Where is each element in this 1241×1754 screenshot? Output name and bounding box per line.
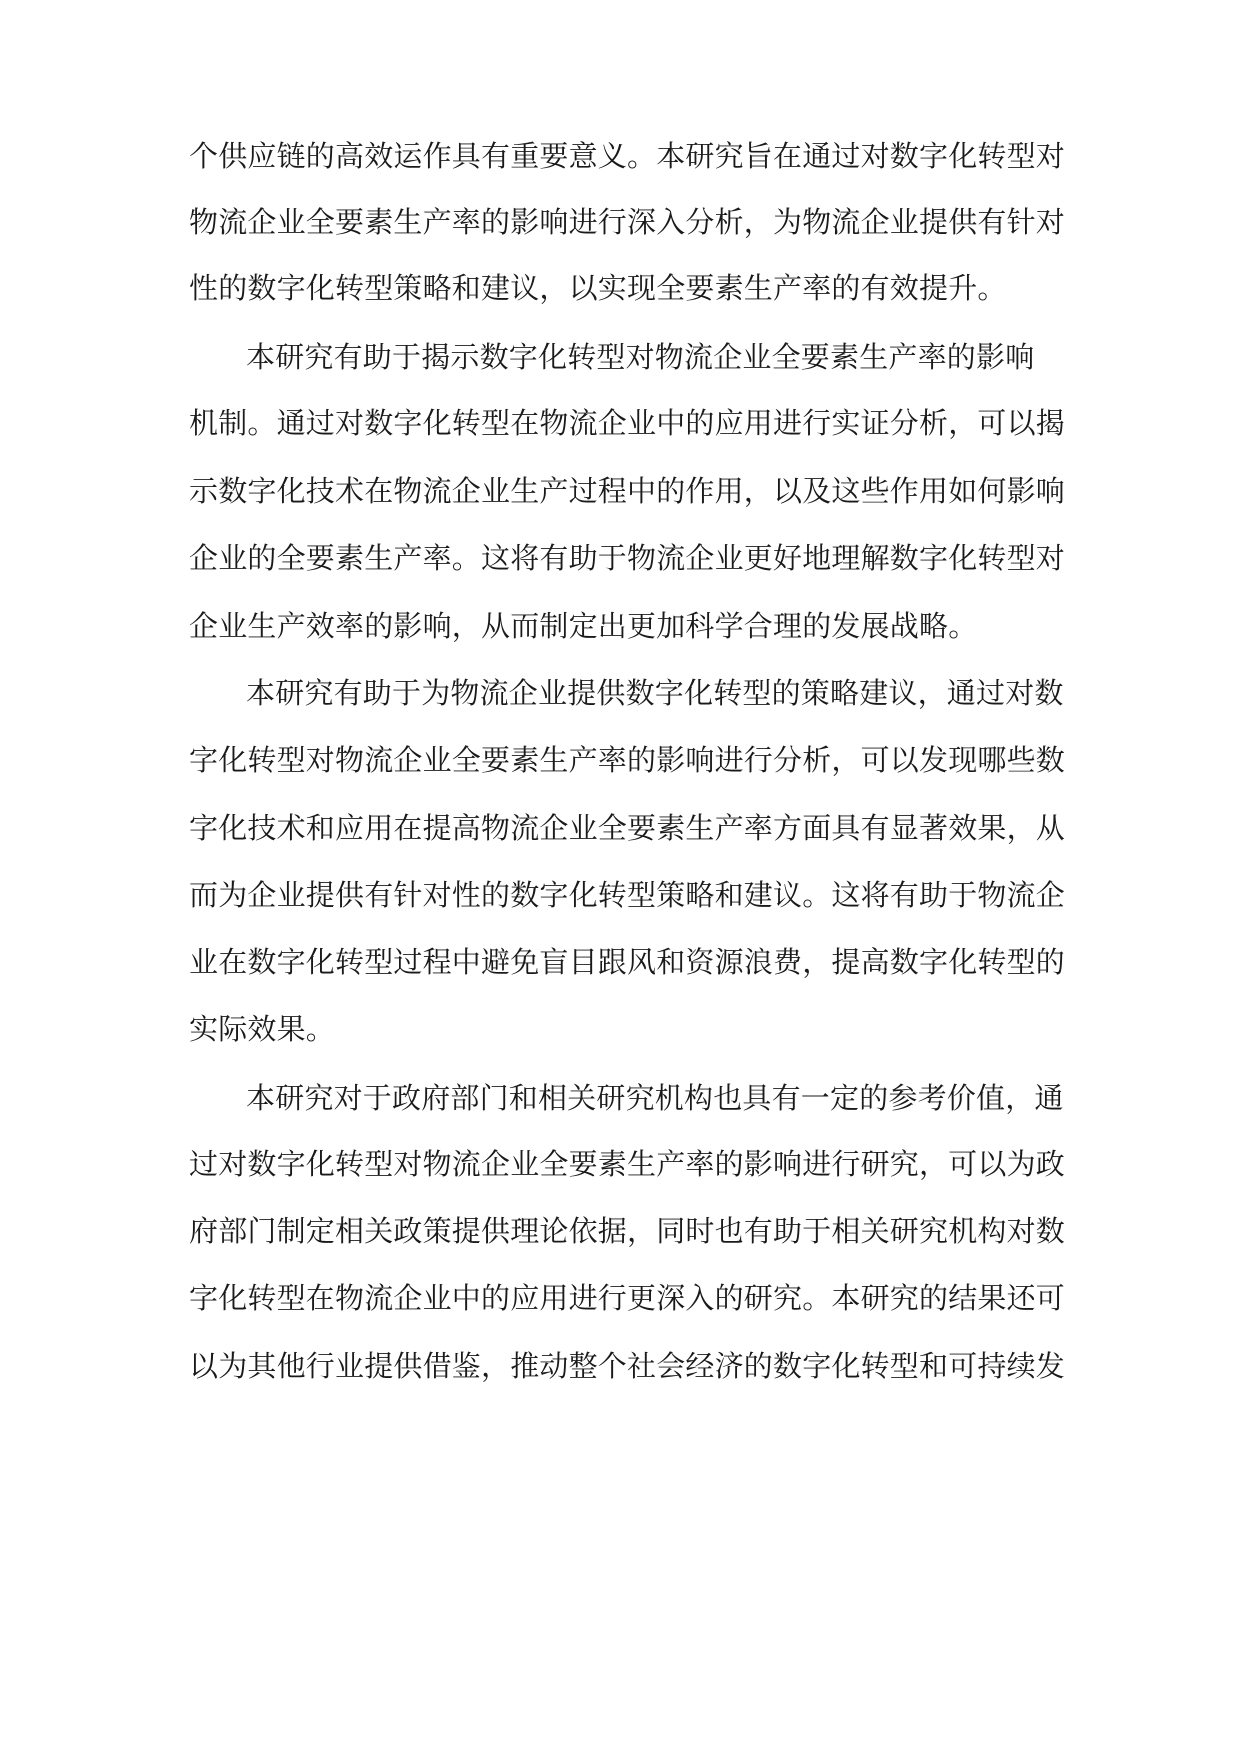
paragraph-line: 机制。通过对数字化转型在物流企业中的应用进行实证分析，可以揭 (189, 406, 1066, 440)
paragraph-line: 业在数字化转型过程中避免盲目跟风和资源浪费，提高数字化转型的 (189, 945, 1066, 979)
paragraph-line: 过对数字化转型对物流企业全要素生产率的影响进行研究，可以为政 (189, 1147, 1066, 1181)
paragraph-line: 字化转型对物流企业全要素生产率的影响进行分析，可以发现哪些数 (189, 743, 1066, 777)
paragraph-line: 而为企业提供有针对性的数字化转型策略和建议。这将有助于物流企 (189, 878, 1066, 912)
paragraph-line: 本研究对于政府部门和相关研究机构也具有一定的参考价值，通 (246, 1081, 1064, 1115)
paragraph-line: 字化转型在物流企业中的应用进行更深入的研究。本研究的结果还可 (189, 1281, 1066, 1315)
paragraph-line: 企业生产效率的影响，从而制定出更加科学合理的发展战略。 (189, 609, 978, 643)
paragraph-line: 以为其他行业提供借鉴，推动整个社会经济的数字化转型和可持续发 (189, 1349, 1066, 1383)
paragraph-line: 实际效果。 (189, 1012, 336, 1046)
paragraph-line: 示数字化技术在物流企业生产过程中的作用，以及这些作用如何影响 (189, 474, 1066, 508)
paragraph-line: 个供应链的高效运作具有重要意义。本研究旨在通过对数字化转型对 (189, 139, 1066, 173)
paragraph-line: 性的数字化转型策略和建议，以实现全要素生产率的有效提升。 (189, 271, 1007, 305)
paragraph-line: 本研究有助于为物流企业提供数字化转型的策略建议，通过对数 (246, 676, 1064, 710)
paragraph-line: 物流企业全要素生产率的影响进行深入分析，为物流企业提供有针对 (189, 205, 1066, 239)
paragraph-line: 本研究有助于揭示数字化转型对物流企业全要素生产率的影响 (246, 340, 1035, 374)
paragraph-line: 企业的全要素生产率。这将有助于物流企业更好地理解数字化转型对 (189, 541, 1066, 575)
paragraph-line: 府部门制定相关政策提供理论依据，同时也有助于相关研究机构对数 (189, 1214, 1066, 1248)
paragraph-line: 字化技术和应用在提高物流企业全要素生产率方面具有显著效果，从 (189, 811, 1066, 845)
